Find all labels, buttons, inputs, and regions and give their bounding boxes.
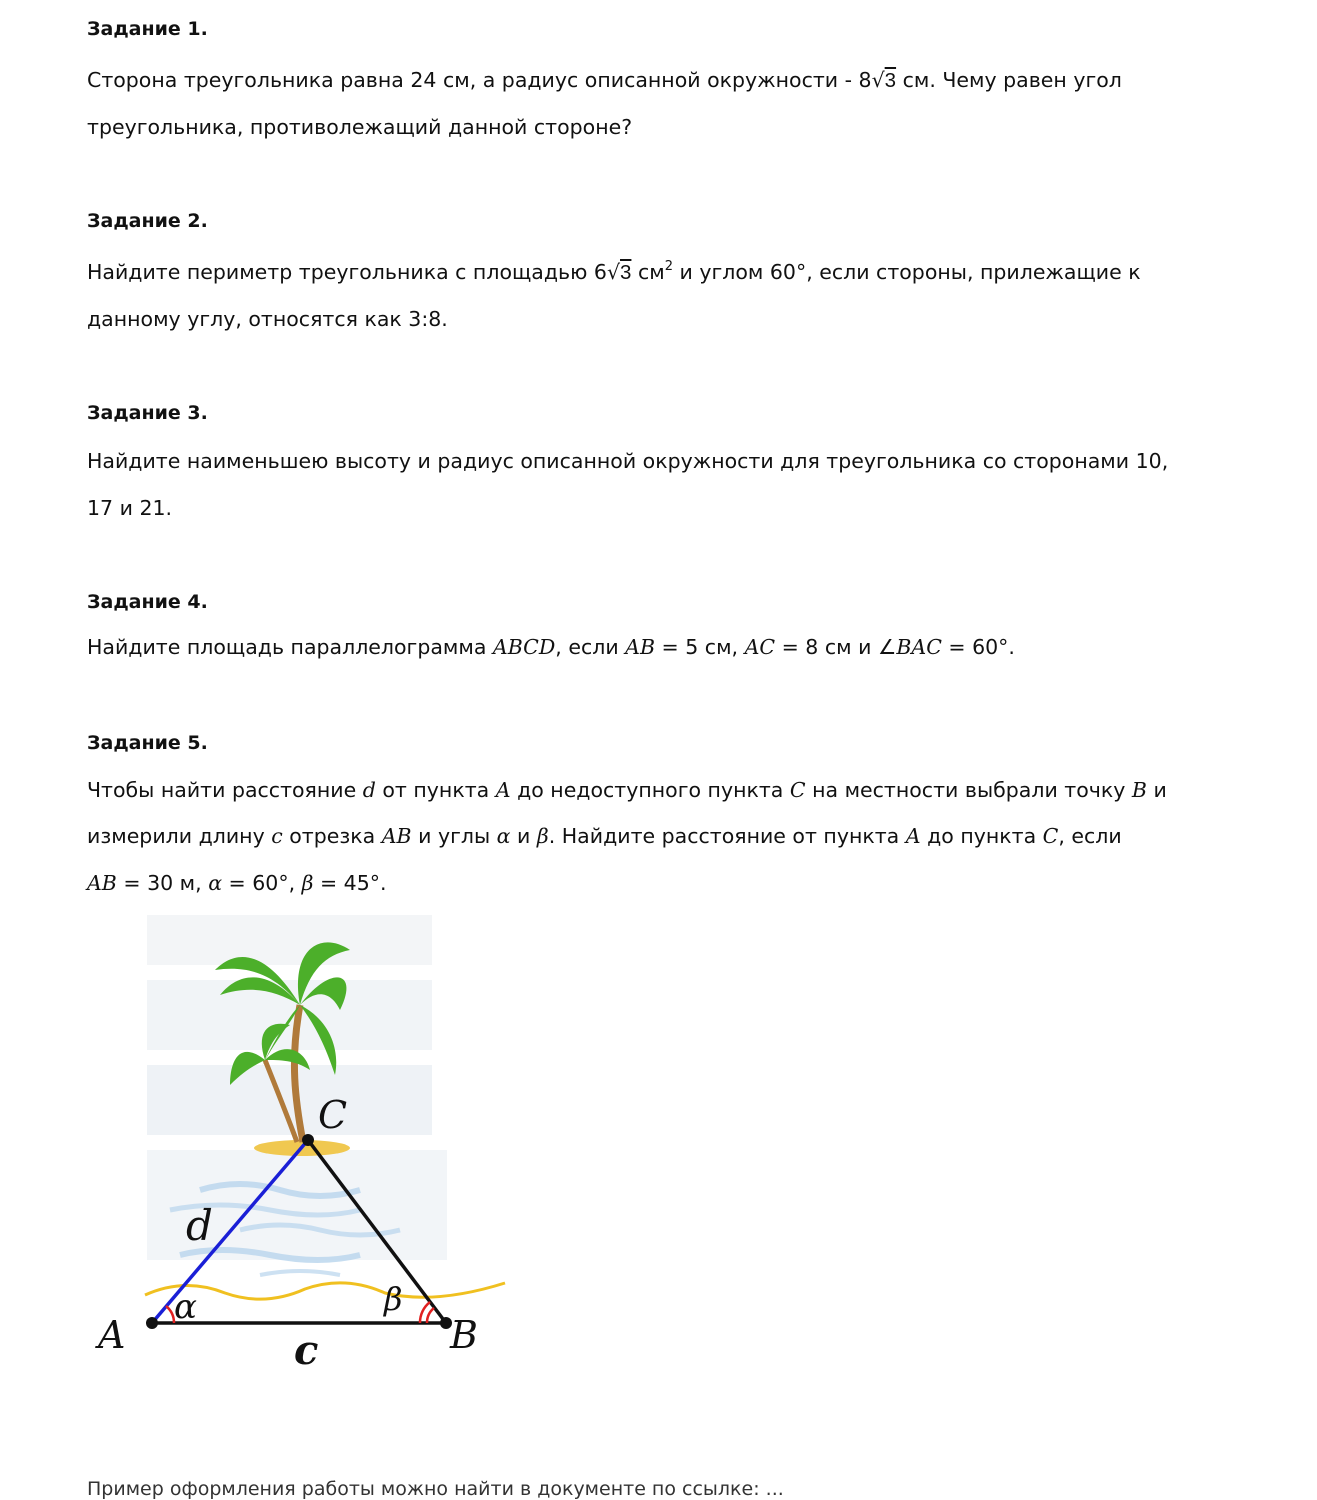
- label-b: B: [450, 1313, 478, 1357]
- triangle-figure: [90, 910, 520, 1380]
- footer-text-cut-off: Пример оформления работы можно найти в документе по ссылке: ...: [87, 1478, 784, 1500]
- task-5-text-line-3: AB = 30 м, α = 60°, β = 45°.: [87, 871, 387, 895]
- task-2-text-line-2: данному углу, относятся как 3:8.: [87, 307, 448, 331]
- label-c-side: c: [294, 1327, 319, 1374]
- task-3-text-line-1: Найдите наименьшею высоту и радиус описанной окружности для треугольника со сторонами 10,: [87, 449, 1169, 473]
- task-5-text-line-1: Чтобы найти расстояние d от пункта A до недоступного пункта C на местности выбрали точку B и: [87, 778, 1167, 802]
- task-3-title: Задание 3.: [87, 402, 208, 424]
- task-2-text-line-1: Найдите периметр треугольника с площадью 6√3 $см^2$ и углом 60°, если стороны, прилежащие к: [87, 259, 1141, 284]
- task-5-title: Задание 5.: [87, 732, 208, 754]
- shore-line: [145, 1283, 505, 1299]
- task-1-title: Задание 1.: [87, 18, 208, 40]
- task-4-title: Задание 4.: [87, 591, 208, 613]
- label-alpha: α: [174, 1287, 197, 1327]
- vertex-a: [146, 1317, 158, 1329]
- label-d: d: [186, 1201, 213, 1250]
- sqrt-radicand: 3: [884, 69, 897, 92]
- wave: [260, 1271, 340, 1275]
- task-3-text-line-2: 17 и 21.: [87, 496, 173, 520]
- task-1-text-line-2: треугольника, противолежащий данной стороне?: [87, 115, 633, 139]
- vertex-c: [302, 1134, 314, 1146]
- label-a: A: [98, 1313, 126, 1357]
- angle-beta-arc-2: [427, 1308, 434, 1323]
- sqrt-radicand: 3: [620, 261, 632, 284]
- task-2-title: Задание 2.: [87, 210, 208, 232]
- label-beta: β: [384, 1280, 403, 1318]
- task-5-text-line-2: измерили длину c отрезка AB и углы α и β. Найдите расстояние от пункта A до пункта C, если: [87, 824, 1122, 848]
- task-4-text-line-1: Найдите площадь параллелограмма ABCD, если AB = 5 см, AC = 8 см и ∠BAC = 60°.: [87, 635, 1015, 659]
- angle-alpha-arc: [166, 1306, 174, 1323]
- label-c-vertex: C: [318, 1093, 348, 1137]
- task-1-text-line-1: Сторона треугольника равна 24 см, а радиус описанной окружности - 8√3 см. Чему равен угол: [87, 68, 1122, 92]
